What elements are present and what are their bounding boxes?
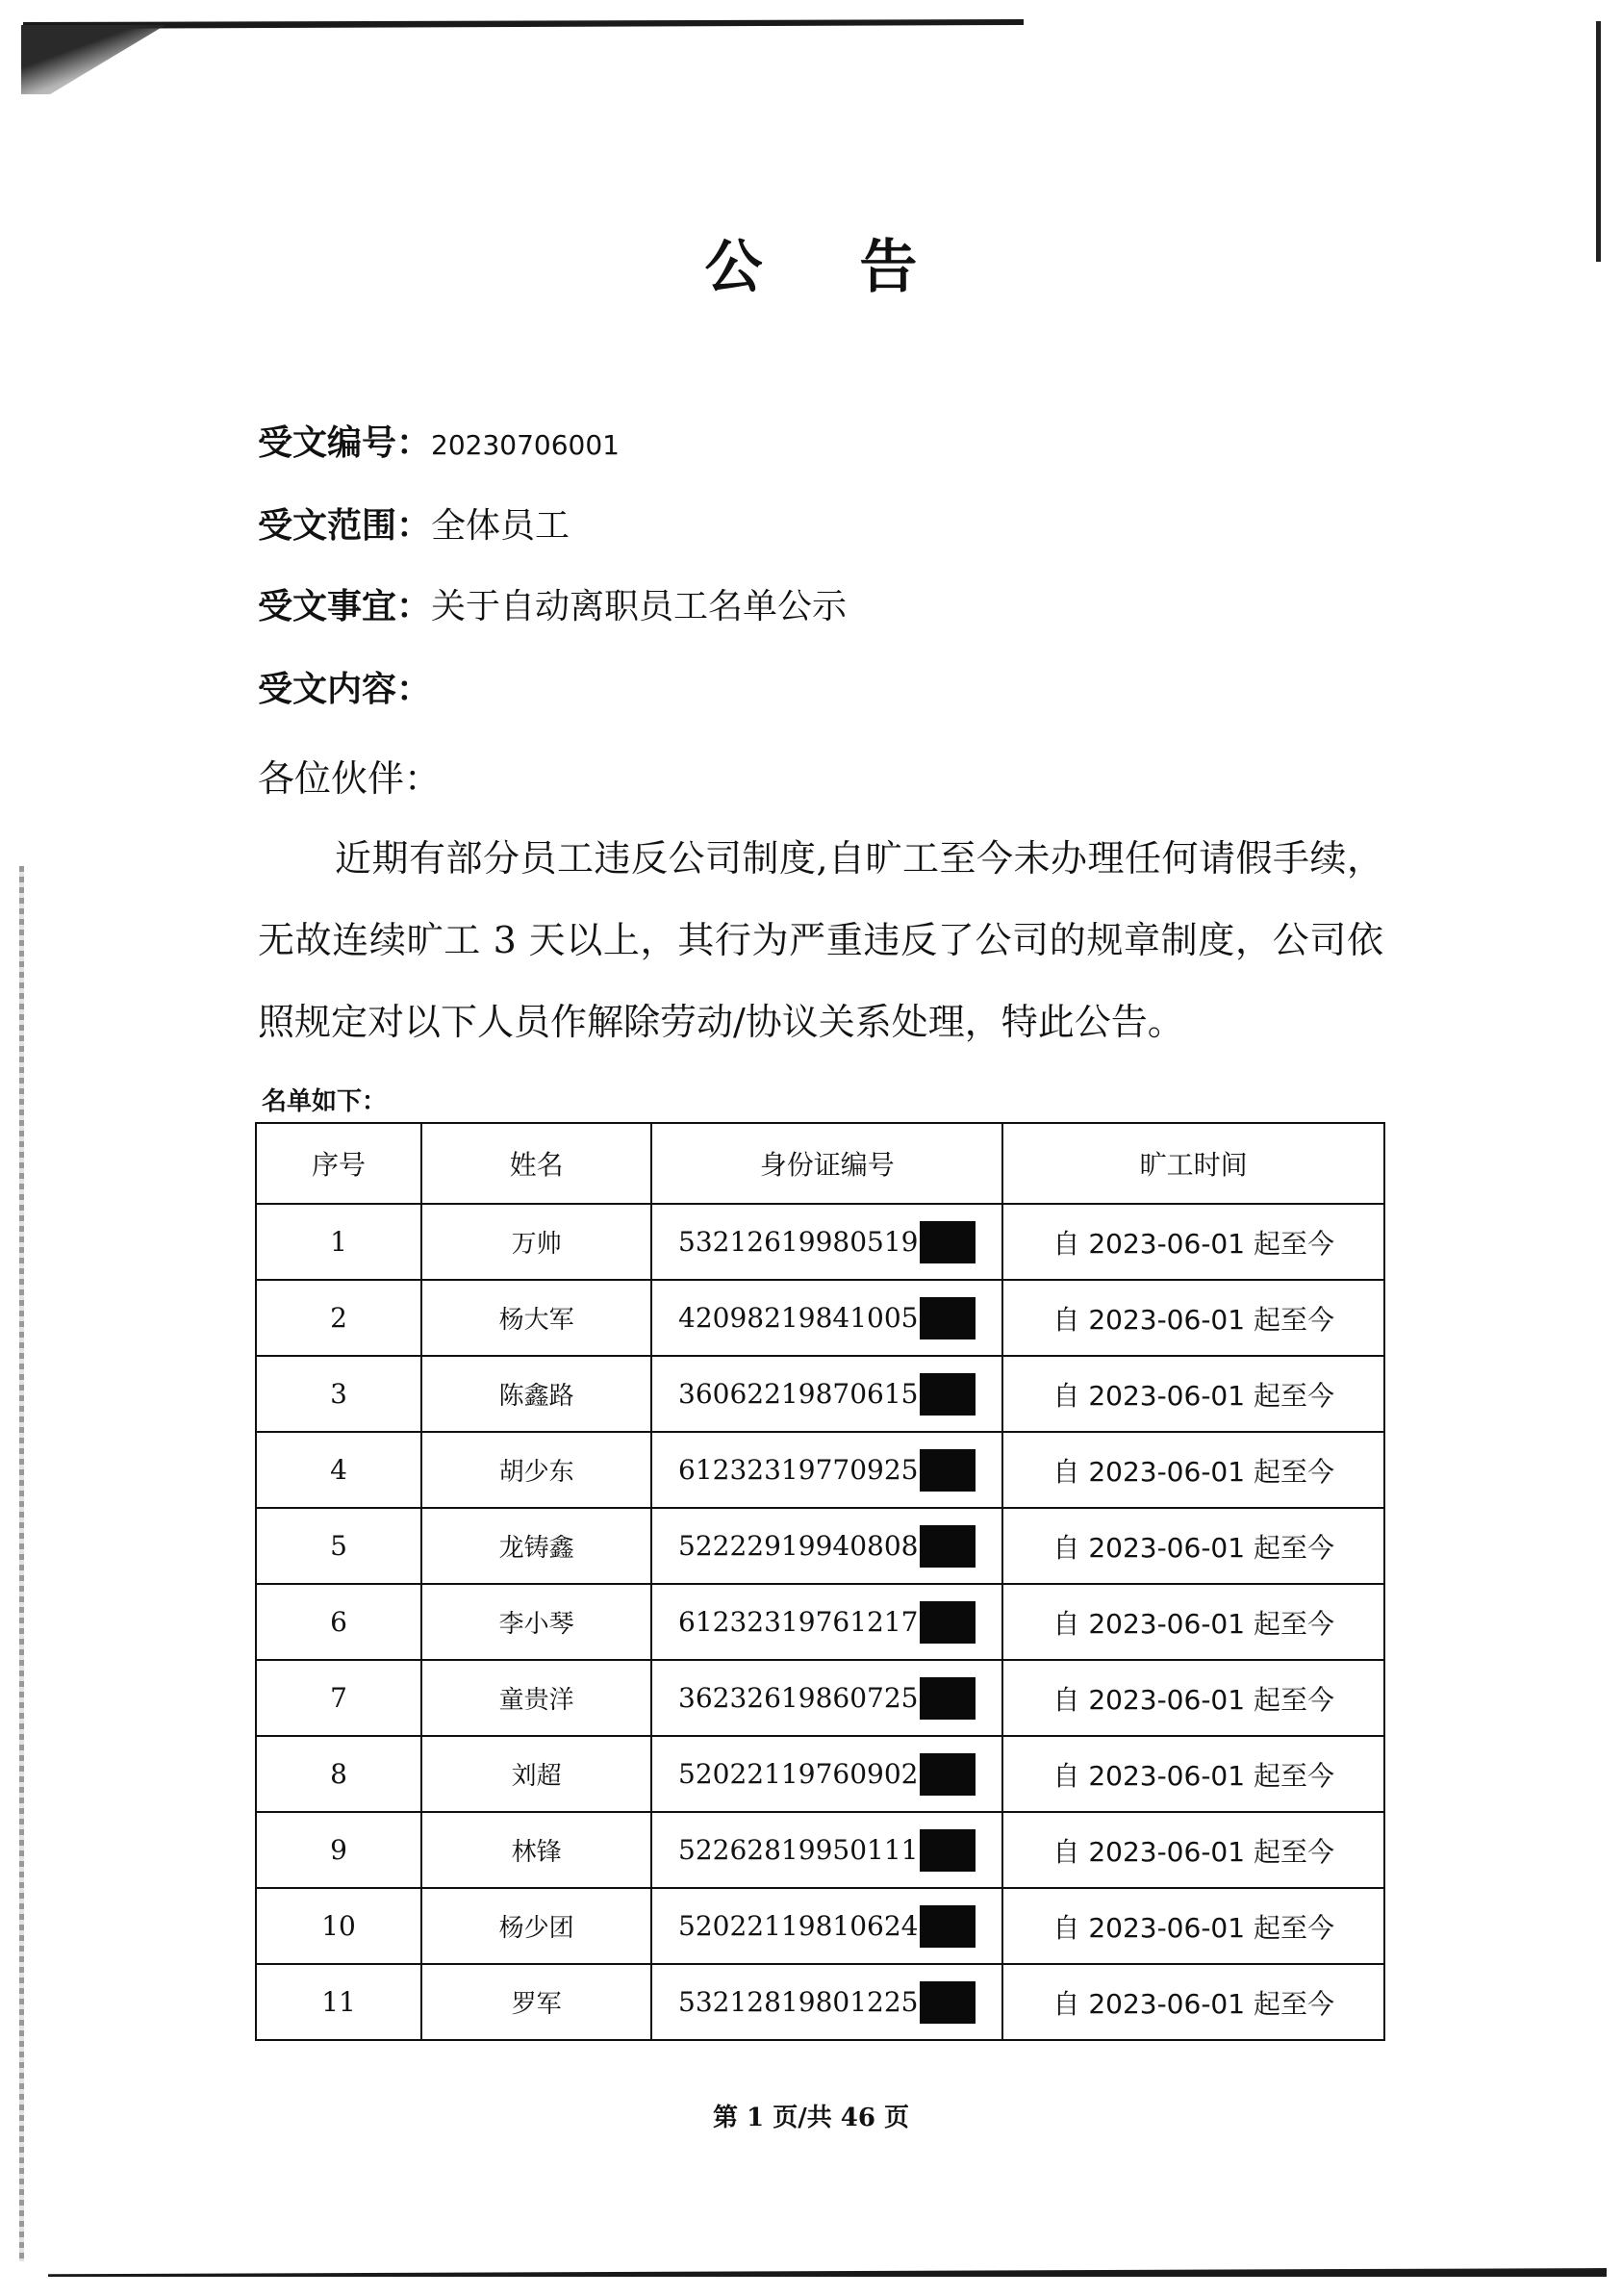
cell-name: 童贵洋 (421, 1660, 651, 1736)
cell-absence-time: 自 2023-06-01 起至今 (1002, 1204, 1384, 1280)
id-number-wrap (678, 1677, 976, 1720)
id-number-text: 52022119760902 (678, 1758, 919, 1790)
id-number-text: 52262819950111 (678, 1834, 919, 1866)
cell-absence-time: 自 2023-06-01 起至今 (1002, 1508, 1384, 1584)
cell-name: 林锋 (421, 1812, 651, 1888)
table-row (256, 1204, 1384, 1280)
id-number-wrap (678, 1449, 976, 1492)
redaction-block (920, 1525, 976, 1568)
redaction-block (920, 1221, 976, 1263)
doc-content-label: 受文内容： (258, 670, 432, 709)
table-row (256, 1356, 1384, 1432)
cell-absence-time: 自 2023-06-01 起至今 (1002, 1660, 1384, 1736)
id-number-wrap (678, 1601, 976, 1644)
id-number-text: 52222919940808 (678, 1530, 919, 1562)
redaction-block (920, 1297, 976, 1339)
cell-absence-time: 自 2023-06-01 起至今 (1002, 1964, 1384, 2040)
cell-id (651, 1432, 1002, 1508)
redaction-block (920, 1677, 976, 1720)
table-header-row (256, 1123, 1384, 1204)
id-number-text: 53212819801225 (678, 1986, 919, 2018)
table-row (256, 1280, 1384, 1356)
scan-edge-top (23, 19, 1024, 29)
cell-no: 6 (256, 1584, 421, 1660)
id-number-text: 52022119810624 (678, 1910, 919, 1942)
employee-table (255, 1122, 1385, 2041)
cell-no: 11 (256, 1964, 421, 2040)
header-time: 旷工时间 (1002, 1123, 1384, 1204)
cell-name: 龙铸鑫 (421, 1508, 651, 1584)
redaction-block (920, 1601, 976, 1644)
cell-no: 9 (256, 1812, 421, 1888)
list-label: 名单如下： (262, 1087, 388, 1116)
id-number-wrap (678, 1373, 976, 1416)
page-number: 第 1 页/共 46 页 (713, 2104, 909, 2132)
id-number-text: 36062219870615 (678, 1378, 919, 1410)
id-number-wrap (678, 1981, 976, 2024)
cell-absence-time: 自 2023-06-01 起至今 (1002, 1736, 1384, 1812)
redaction-block (920, 1905, 976, 1948)
cell-no: 4 (256, 1432, 421, 1508)
id-number-text: 42098219841005 (678, 1302, 919, 1334)
header-no: 序号 (256, 1123, 421, 1204)
id-number-text: 61232319761217 (678, 1606, 919, 1638)
cell-id (651, 1964, 1002, 2040)
id-number-text: 36232619860725 (678, 1682, 919, 1714)
cell-absence-time: 自 2023-06-01 起至今 (1002, 1812, 1384, 1888)
cell-absence-time: 自 2023-06-01 起至今 (1002, 1280, 1384, 1356)
doc-scope-label: 受文范围： (258, 506, 432, 546)
header-id: 身份证编号 (651, 1123, 1002, 1204)
cell-name: 万帅 (421, 1204, 651, 1280)
page-title: 公 告 (704, 234, 956, 301)
cell-name: 刘超 (421, 1736, 651, 1812)
cell-no: 5 (256, 1508, 421, 1584)
id-number-text: 53212619980519 (678, 1226, 919, 1258)
redaction-block (920, 1753, 976, 1796)
cell-name: 罗军 (421, 1964, 651, 2040)
cell-id (651, 1888, 1002, 1964)
cell-id (651, 1204, 1002, 1280)
table-row (256, 1888, 1384, 1964)
table-row (256, 1508, 1384, 1584)
table-row (256, 1432, 1384, 1508)
doc-matter-label: 受文事宜： (258, 587, 432, 626)
greeting: 各位伙伴： (258, 757, 442, 800)
cell-absence-time: 自 2023-06-01 起至今 (1002, 1584, 1384, 1660)
cell-no: 3 (256, 1356, 421, 1432)
cell-id (651, 1660, 1002, 1736)
cell-id (651, 1508, 1002, 1584)
cell-name: 胡少东 (421, 1432, 651, 1508)
cell-name: 杨少团 (421, 1888, 651, 1964)
cell-name: 陈鑫路 (421, 1356, 651, 1432)
doc-number-label: 受文编号： (258, 423, 432, 463)
table-row (256, 1584, 1384, 1660)
cell-no: 7 (256, 1660, 421, 1736)
cell-id (651, 1584, 1002, 1660)
cell-absence-time: 自 2023-06-01 起至今 (1002, 1888, 1384, 1964)
doc-number-value: 20230706001 (431, 429, 620, 461)
redaction-block (920, 1829, 976, 1872)
table-row (256, 1812, 1384, 1888)
cell-id (651, 1280, 1002, 1356)
scan-corner-shadow (21, 25, 165, 94)
cell-id (651, 1812, 1002, 1888)
id-number-wrap (678, 1297, 976, 1339)
cell-no: 1 (256, 1204, 421, 1280)
redaction-block (920, 1449, 976, 1492)
cell-no: 2 (256, 1280, 421, 1356)
id-number-wrap (678, 1829, 976, 1872)
table-row (256, 1660, 1384, 1736)
cell-name: 李小琴 (421, 1584, 651, 1660)
doc-content-line (258, 662, 431, 711)
cell-absence-time: 自 2023-06-01 起至今 (1002, 1432, 1384, 1508)
doc-scope-line (258, 498, 570, 548)
doc-number-line (258, 416, 620, 465)
cell-absence-time: 自 2023-06-01 起至今 (1002, 1356, 1384, 1432)
cell-id (651, 1356, 1002, 1432)
id-number-wrap (678, 1221, 976, 1263)
table-row (256, 1964, 1384, 2040)
id-number-wrap (678, 1753, 976, 1796)
body-paragraph: 近期有部分员工违反公司制度,自旷工至今未办理任何请假手续，无故连续旷工 3 天以上，其行为严重违反了公司的规章制度，公司依照规定对以下人员作解除劳动/协议关系处理，特此公告。 (258, 837, 1383, 1043)
doc-matter-value: 关于自动离职员工名单公示 (431, 587, 848, 626)
cell-no: 10 (256, 1888, 421, 1964)
scan-edge-bottom (48, 2268, 1607, 2277)
doc-scope-value: 全体员工 (431, 506, 570, 546)
cell-name: 杨大军 (421, 1280, 651, 1356)
redaction-block (920, 1981, 976, 2024)
id-number-wrap (678, 1905, 976, 1948)
header-name: 姓名 (421, 1123, 651, 1204)
table-row (256, 1736, 1384, 1812)
doc-matter-line (258, 579, 847, 628)
id-number-text: 61232319770925 (678, 1454, 919, 1486)
scan-edge-left (19, 866, 24, 2261)
redaction-block (920, 1373, 976, 1416)
id-number-wrap (678, 1525, 976, 1568)
cell-no: 8 (256, 1736, 421, 1812)
cell-id (651, 1736, 1002, 1812)
